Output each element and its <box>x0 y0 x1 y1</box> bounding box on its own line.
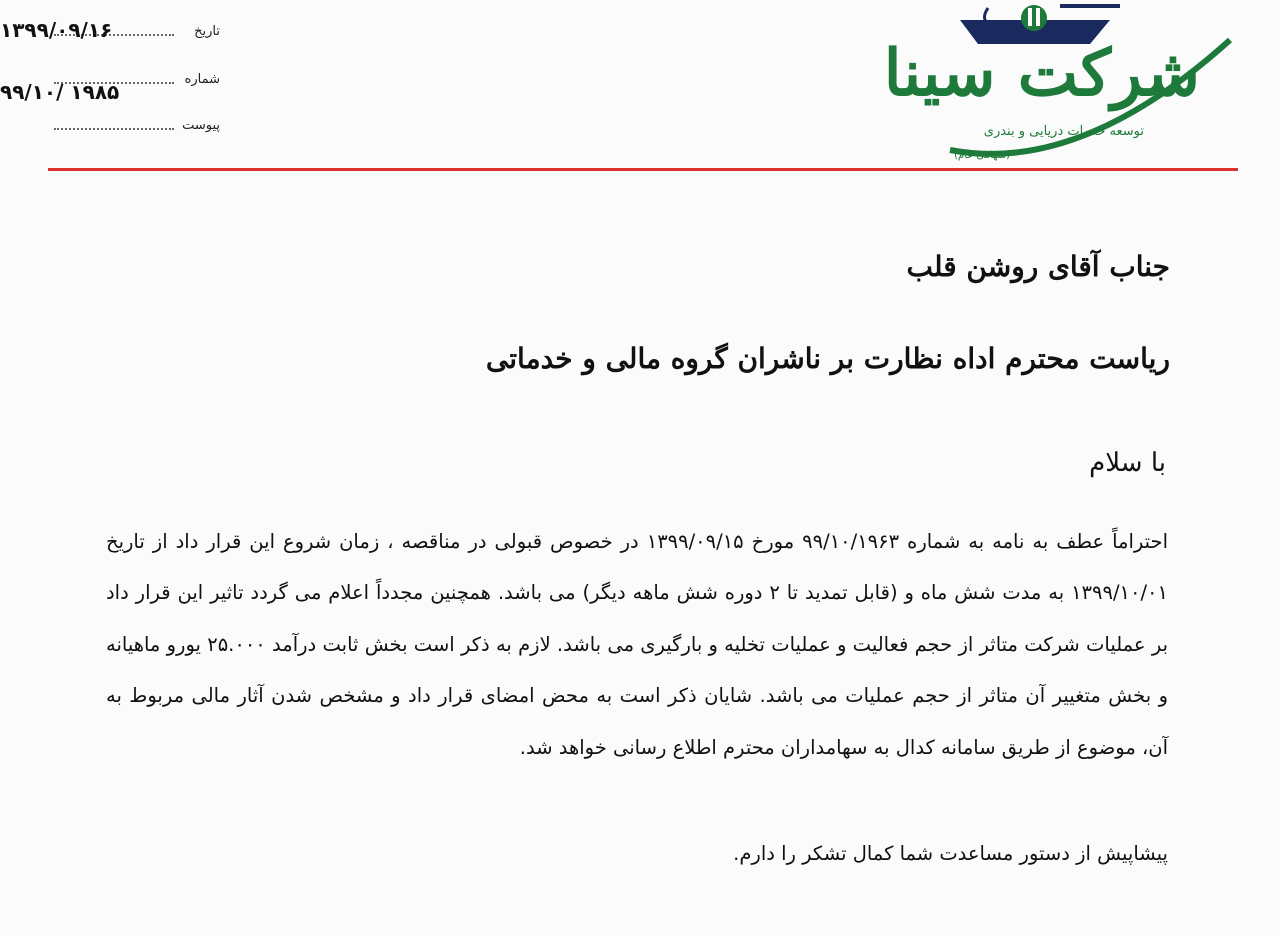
attachment-label: پیوست <box>182 118 220 133</box>
number-value: ۹۹/۱۰/ ۱۹۸۵ <box>0 80 120 104</box>
header-divider <box>48 168 1238 171</box>
number-row <box>0 66 240 104</box>
letter-closing: پیشاپیش از دستور مساعدت شما کمال تشکر را دارم. <box>733 842 1168 865</box>
letter-body: احتراماً عطف به نامه به شماره ۹۹/۱۰/۱۹۶۳ مورخ ۱۳۹۹/۰۹/۱۵ در خصوص قبولی در مناقصه ، زمان شروع این قرار داد از تاریخ ۱۳۹۹/۱۰/۰۱ به مدت شش ماه و (قابل تمدید تا ۲ دوره شش ماهه دیگر) می باشد. همچنین مجدداً اعلام می گردد تاثیر این قرار داد بر عملیات شرکت متاثر از حجم فعالیت و عملیات تخلیه و بارگیری می باشد. لازم به ذکر است بخش ثابت درآمد ۲۵.۰۰۰ یورو ماهیانه و بخش متغییر آن متاثر از حجم عملیات می باشد. شایان ذکر است به محض امضای قرار داد و مشخص شدن آثار مالی مربوط به آن، موضوع از طریق سامانه کدال به سهامداران محترم اطلاع رسانی خواهد شد. <box>106 530 1169 759</box>
recipient-title: ریاست محترم اداه نظارت بر ناشران گروه مالی و خدماتی <box>485 342 1170 375</box>
company-name: شرکت سینا <box>883 36 1200 111</box>
date-label: تاریخ <box>194 24 220 39</box>
company-type: (سهامی عام) <box>954 150 1010 161</box>
company-subtitle: توسعه خدمات دریایی و بندری <box>983 124 1144 139</box>
recipient-name: جناب آقای روشن قلب <box>906 250 1170 283</box>
attachment-dots <box>54 128 174 130</box>
date-row <box>0 18 240 44</box>
number-label: شماره <box>184 72 220 87</box>
attachment-row <box>0 112 240 138</box>
greeting: با سلام <box>1089 448 1166 478</box>
company-logo <box>883 0 1240 176</box>
date-value: ۱۳۹۹/۰۹/۱۶ <box>0 18 113 42</box>
